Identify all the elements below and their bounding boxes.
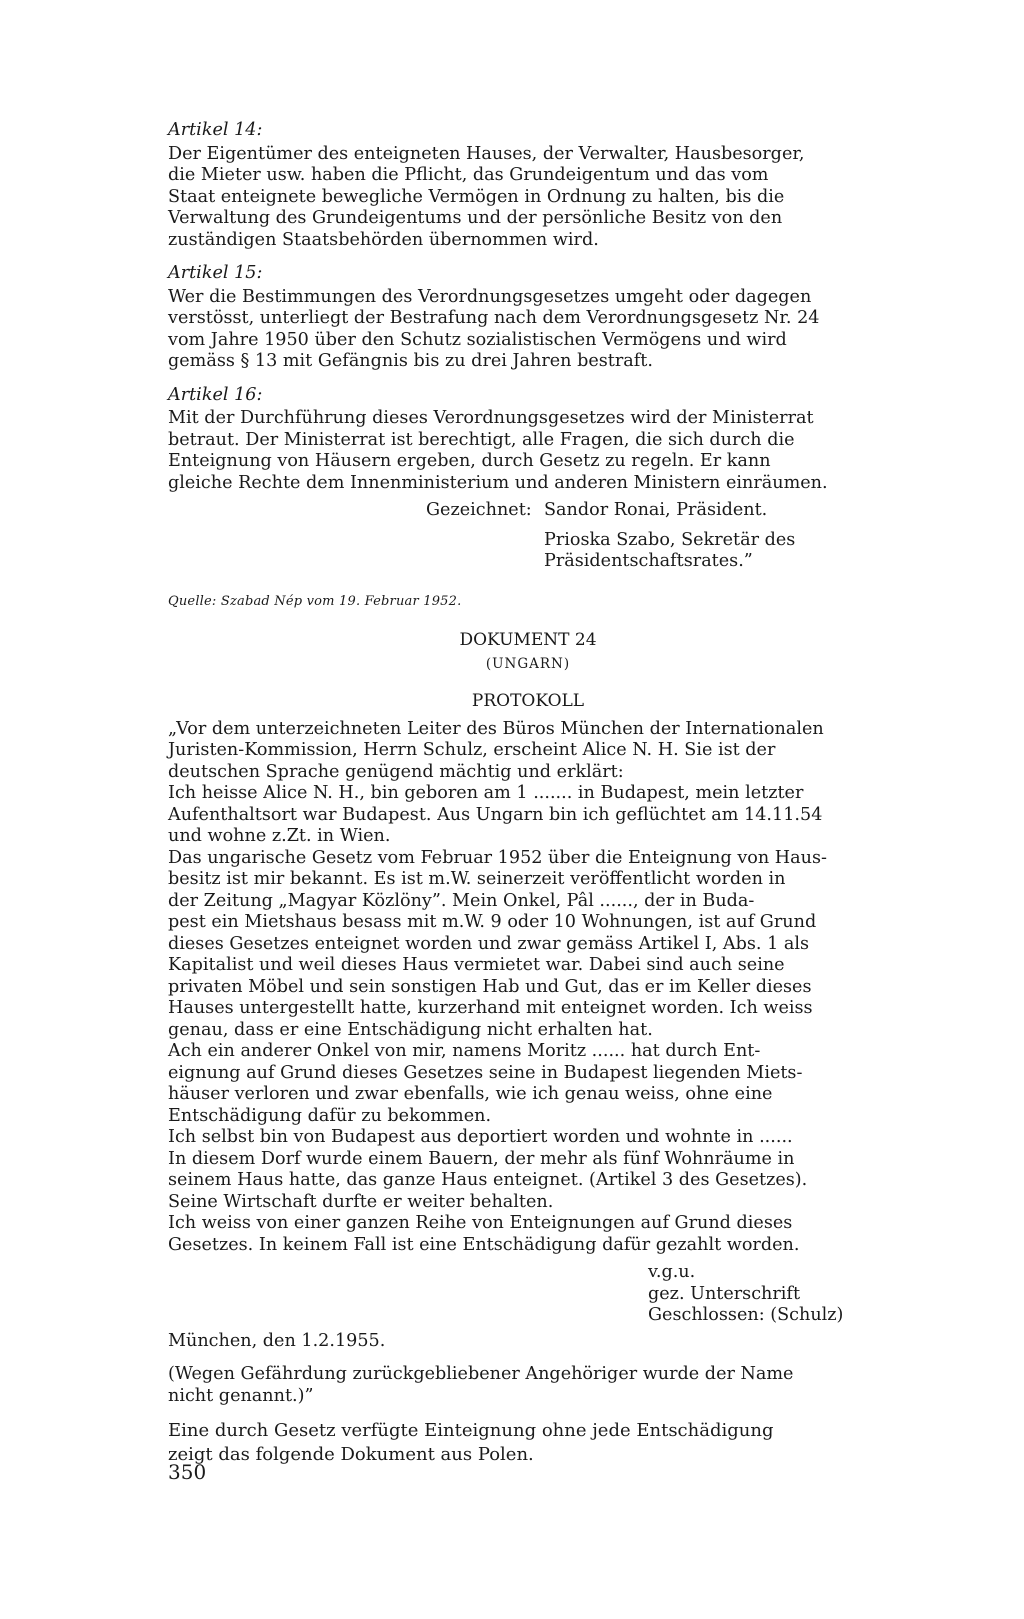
closing-vgu: v.g.u. [648, 1262, 696, 1282]
text-line: (Wegen Gefährdung zurückgebliebener Angehöriger wurde der Name [168, 1364, 794, 1384]
text-line: Enteignung von Häusern ergeben, durch Gesetz zu regeln. Er kann [168, 451, 771, 471]
document-subtitle: (UNGARN) [485, 655, 571, 672]
text-line: der Zeitung „Magyar Közlöny”. Mein Onkel, Pâl ......, der in Buda- [168, 890, 755, 911]
text-line: seinem Haus hatte, das ganze Haus enteignet. (Artikel 3 des Gesetzes). [168, 1170, 808, 1190]
text-line: Das ungarische Gesetz vom Februar 1952 über die Enteignung von Haus- [168, 847, 827, 868]
signature-secretary-title: Präsidentschaftsrates.” [544, 551, 753, 571]
text-line: Ich heisse Alice N. H., bin geboren am 1 ....... in Budapest, mein letzter [168, 783, 804, 803]
text-line: Verwaltung des Grundeigentums und der persönliche Besitz von den [168, 208, 783, 228]
article-14-heading: Artikel 14: [168, 120, 263, 140]
text-line: genau, dass er eine Entschädigung nicht erhalten hat. [168, 1019, 653, 1040]
article-16-body [168, 408, 888, 494]
text-line: gleiche Rechte dem Innenministerium und anderen Ministern einräumen. [168, 472, 828, 493]
text-line: Mit der Durchführung dieses Verordnungsgesetzes wird der Ministerrat [168, 408, 814, 428]
text-line: Eine durch Gesetz verfügte Einteignung ohne jede Entschädigung [168, 1420, 774, 1441]
text-line: betraut. Der Ministerrat ist berechtigt, alle Fragen, die sich durch die [168, 429, 795, 450]
text-line: „Vor dem unterzeichneten Leiter des Büros München der Internationalen [168, 718, 824, 739]
source-citation: Quelle: Szabad Nép vom 19. Februar 1952. [168, 593, 462, 609]
protokoll-body [168, 719, 888, 1257]
text-line: Gesetzes. In keinem Fall ist eine Entschädigung dafür gezahlt worden. [168, 1234, 800, 1255]
text-line: Kapitalist und weil dieses Haus vermietet war. Dabei sind auch seine [168, 955, 785, 975]
protokoll-closing [648, 1262, 888, 1327]
text-line: Aufenthaltsort war Budapest. Aus Ungarn bin ich geflüchtet am 14.11.54 [168, 804, 823, 825]
text-line: Ich weiss von einer ganzen Reihe von Enteignungen auf Grund dieses [168, 1213, 793, 1233]
text-line: zuständigen Staatsbehörden übernommen wird. [168, 229, 599, 250]
article-15-body [168, 287, 888, 373]
text-line: nicht genannt.)” [168, 1385, 314, 1406]
protokoll-heading: PROTOKOLL [471, 691, 585, 711]
document-title: DOKUMENT 24 [459, 630, 597, 650]
text-line: deutschen Sprache genügend mächtig und erklärt: [168, 761, 624, 782]
article-14-body [168, 144, 888, 252]
text-line: und wohne z.Zt. in Wien. [168, 826, 391, 846]
text-line: vom Jahre 1950 über den Schutz sozialistischen Vermögens und wird [168, 329, 787, 350]
closing-signature: gez. Unterschrift [648, 1283, 801, 1304]
text-line: dieses Gesetzes enteignet worden und zwar gemäss Artikel I, Abs. 1 als [168, 933, 810, 954]
text-line: Ach ein anderer Onkel von mir, namens Moritz ...... hat durch Ent- [168, 1041, 761, 1061]
text-line: zeigt das folgende Dokument aus Polen. [168, 1444, 534, 1465]
page-number: 350 [168, 1460, 207, 1484]
text-line: Der Eigentümer des enteigneten Hauses, der Verwalter, Hausbesorger, [168, 143, 805, 164]
text-line: Juristen-Kommission, Herrn Schulz, erscheint Alice N. H. Sie ist der [168, 740, 776, 760]
closing-closed-by: Geschlossen: (Schulz) [648, 1305, 844, 1325]
text-line: privaten Möbel und sein sonstigen Hab und Gut, das er im Keller dieses [168, 976, 812, 997]
article-16-heading: Artikel 16: [168, 384, 263, 405]
signature-row [426, 500, 888, 522]
text-line: Staat enteignete bewegliche Vermögen in Ordnung zu halten, bis die [168, 186, 785, 207]
text-line: pest ein Mietshaus besass mit m.W. 9 oder 10 Wohnungen, ist auf Grund [168, 912, 817, 932]
text-line: Seine Wirtschaft durfte er weiter behalten. [168, 1191, 554, 1212]
text-line: gemäss § 13 mit Gefängnis bis zu drei Jahren bestraft. [168, 351, 653, 371]
document-page [168, 120, 888, 1467]
text-line: Ich selbst bin von Budapest aus deportiert worden und wohnte in ...... [168, 1127, 793, 1147]
signature-block [168, 500, 888, 573]
signature-secretary: Prioska Szabo, Sekretär des [544, 529, 796, 550]
text-line: verstösst, unterliegt der Bestrafung nach dem Verordnungsgesetz Nr. 24 [168, 308, 820, 328]
text-line: Entschädigung dafür zu bekommen. [168, 1105, 492, 1126]
text-line: Hauses untergestellt hatte, kurzerhand mit enteignet worden. Ich weiss [168, 998, 813, 1018]
signature-label: Gezeichnet: [426, 500, 532, 520]
text-line: eignung auf Grund dieses Gesetzes seine in Budapest liegenden Miets- [168, 1062, 803, 1083]
text-line: besitz ist mir bekannt. Es ist m.W. seinerzeit veröffentlicht worden in [168, 869, 786, 889]
date-line: München, den 1.2.1955. [168, 1330, 386, 1351]
text-line: häuser verloren und zwar ebenfalls, wie ich genau weiss, ohne eine [168, 1084, 773, 1104]
text-line: die Mieter usw. haben die Pflicht, das Grundeigentum und das vom [168, 165, 769, 185]
anonymity-note [168, 1364, 888, 1407]
article-15-heading: Artikel 15: [168, 263, 263, 283]
text-line: In diesem Dorf wurde einem Bauern, der mehr als fünf Wohnräume in [168, 1148, 795, 1169]
text-line: Wer die Bestimmungen des Verordnungsgesetzes umgeht oder dagegen [168, 286, 812, 307]
signature-president: Sandor Ronai, Präsident. [544, 500, 768, 520]
transition-paragraph [168, 1419, 888, 1467]
